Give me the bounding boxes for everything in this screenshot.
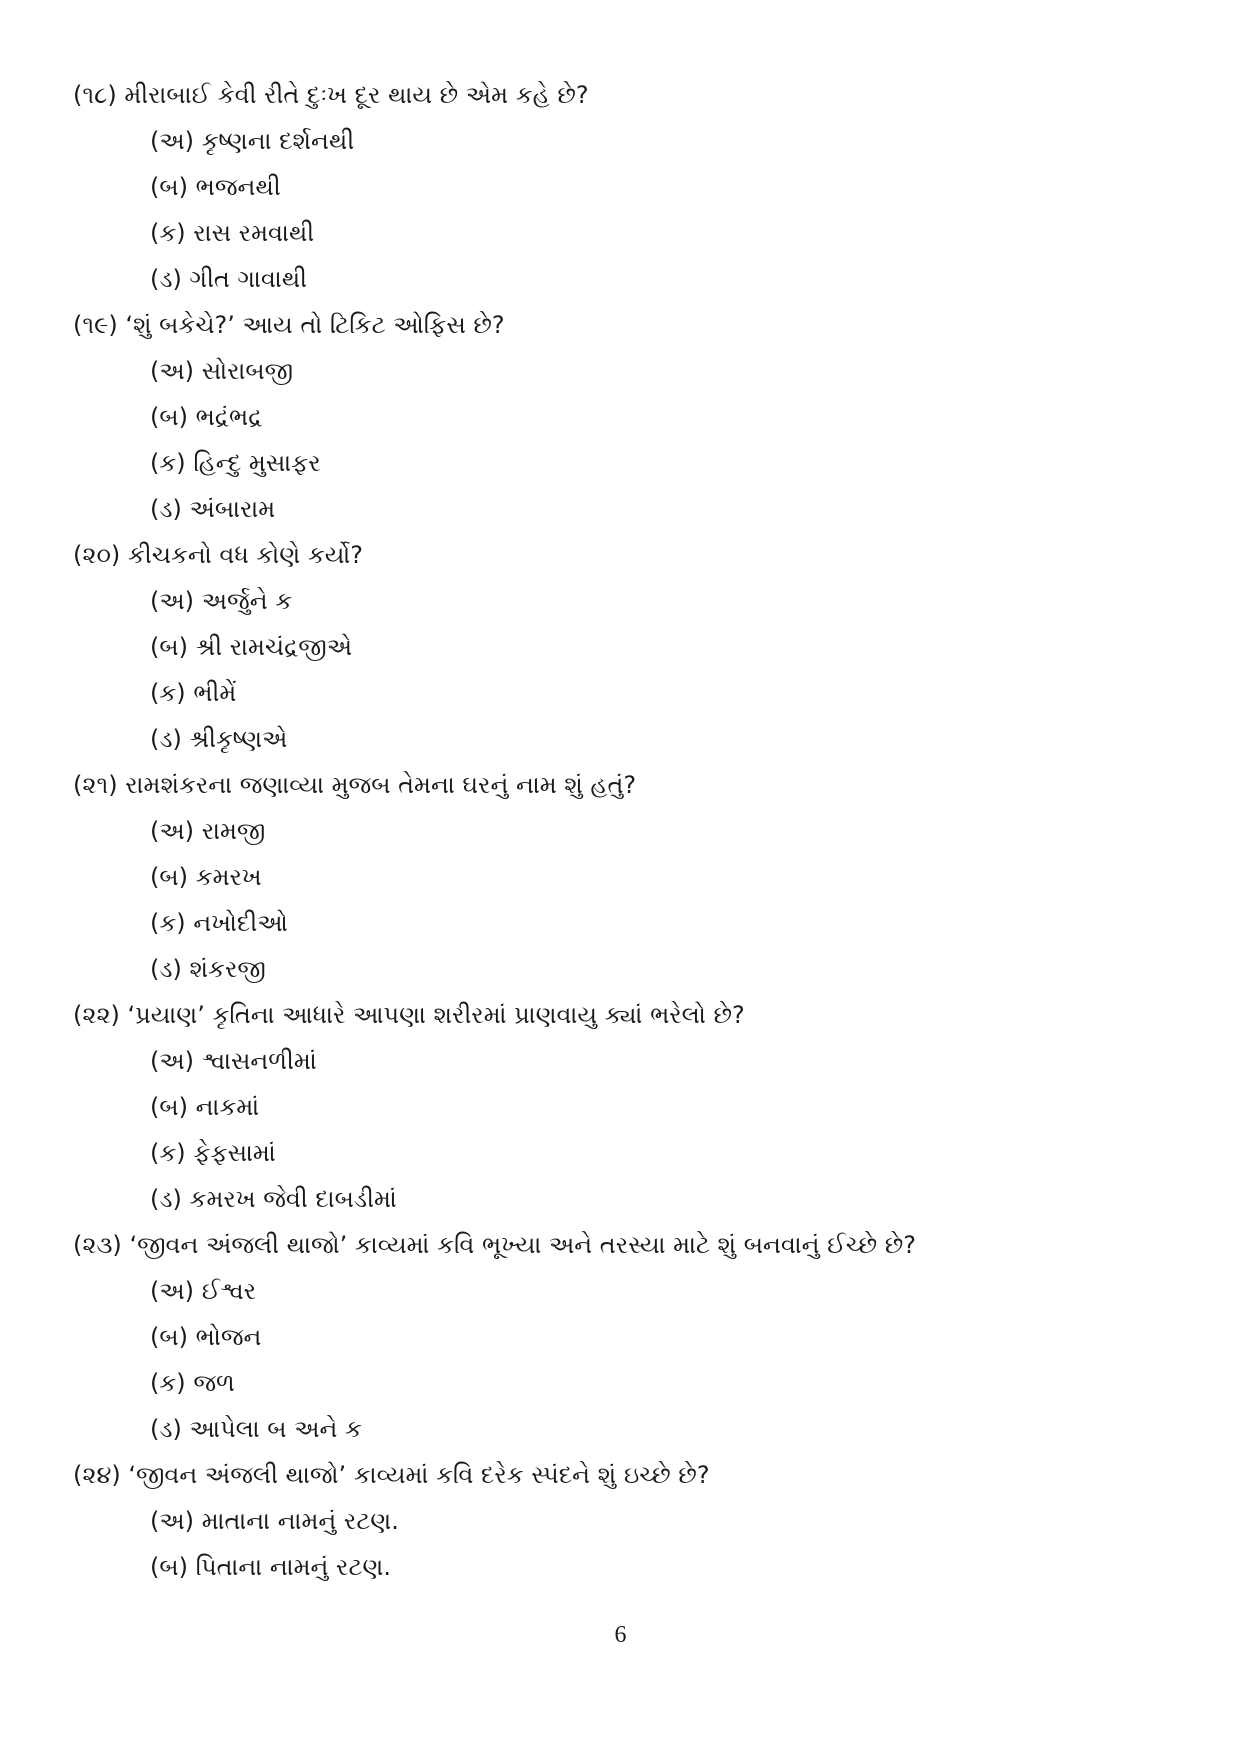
option-key: (ડ)	[150, 955, 182, 983]
option-key: (ક)	[150, 679, 186, 707]
option-b	[73, 1544, 1193, 1590]
option-key: (બ)	[150, 403, 188, 431]
option-key: (ક)	[150, 1369, 186, 1397]
option-text: નાકમાં	[195, 1093, 260, 1121]
option-d	[73, 256, 1193, 302]
option-text: હિન્દુ મુસાફર	[193, 449, 321, 477]
option-key: (બ)	[150, 863, 188, 891]
option-text: પિતાના નામનું રટણ.	[195, 1553, 391, 1581]
question-number: (૧૯)	[73, 311, 118, 339]
option-d	[73, 1176, 1193, 1222]
option-b	[73, 394, 1193, 440]
option-text: શ્રીકૃષ્ણએ	[189, 725, 288, 753]
question-number: (૨૪)	[73, 1461, 121, 1489]
page-number: 6	[614, 1622, 627, 1648]
question-line	[73, 762, 1193, 808]
question-text: મીરાબાઈ કેવી રીતે દુઃખ દૂર થાય છે એમ કહે છે?	[124, 81, 589, 109]
option-a	[73, 1498, 1193, 1544]
option-text: ગીત ગાવાથી	[189, 265, 307, 293]
option-text: નખોદીઓ	[193, 909, 288, 937]
option-k	[73, 210, 1193, 256]
option-key: (બ)	[150, 1553, 188, 1581]
option-k	[73, 440, 1193, 486]
question-line	[73, 302, 1193, 348]
option-text: રાસ રમવાથી	[193, 219, 315, 247]
option-a	[73, 1038, 1193, 1084]
option-key: (અ)	[150, 817, 195, 845]
option-b	[73, 164, 1193, 210]
option-key: (ડ)	[150, 725, 182, 753]
question-19	[73, 302, 1193, 532]
question-number: (૨૨)	[73, 1001, 120, 1029]
question-text: કીચકનો વધ કોણે કર્યો?	[127, 541, 363, 569]
question-line	[73, 1222, 1193, 1268]
option-text: જળ	[193, 1369, 235, 1397]
option-key: (અ)	[150, 1277, 195, 1305]
question-22	[73, 992, 1193, 1222]
question-23	[73, 1222, 1193, 1452]
option-k	[73, 670, 1193, 716]
question-number: (૨૦)	[73, 541, 121, 569]
option-text: આપેલા બ અને ક	[189, 1415, 362, 1443]
question-text: ‘જીવન અંજલી થાજો’ કાવ્યમાં કવિ ભૂખ્યા અને તરસ્યા માટે શું બનવાનું ઈચ્છે છે?	[129, 1231, 917, 1259]
option-b	[73, 624, 1193, 670]
option-text: રામજી	[201, 817, 266, 845]
option-key: (અ)	[150, 357, 195, 385]
option-key: (ક)	[150, 449, 186, 477]
option-text: ભજનથી	[195, 173, 281, 201]
option-key: (ડ)	[150, 265, 182, 293]
option-text: શ્રી રામચંદ્રજીએ	[195, 633, 353, 661]
option-a	[73, 578, 1193, 624]
question-text: ‘પ્રયાણ’ કૃતિના આધારે આપણા શરીરમાં પ્રાણવાયુ ક્યાં ભરેલો છે?	[127, 1001, 745, 1029]
question-line	[73, 532, 1193, 578]
question-line	[73, 992, 1193, 1038]
option-b	[73, 1084, 1193, 1130]
option-text: શંકરજી	[189, 955, 266, 983]
option-text: ભદ્રંભદ્ર	[195, 403, 263, 431]
option-key: (ડ)	[150, 1185, 182, 1213]
option-d	[73, 486, 1193, 532]
question-text: ‘જીવન અંજલી થાજો’ કાવ્યમાં કવિ દરેક સ્પંદને શું ઇચ્છે છે?	[128, 1461, 710, 1489]
option-b	[73, 1314, 1193, 1360]
question-line	[73, 1452, 1193, 1498]
option-k	[73, 1130, 1193, 1176]
option-a	[73, 808, 1193, 854]
question-text: ‘શું બકેચે?’ આય તો ટિકિટ ઓફિસ છે?	[125, 311, 505, 339]
option-key: (બ)	[150, 1323, 188, 1351]
option-a	[73, 1268, 1193, 1314]
option-text: કમરખ જેવી દાબડીમાં	[189, 1185, 397, 1213]
option-text: કમરખ	[195, 863, 262, 891]
option-d	[73, 946, 1193, 992]
option-key: (બ)	[150, 633, 188, 661]
option-a	[73, 118, 1193, 164]
option-text: ઈશ્વર	[201, 1277, 257, 1305]
option-text: અર્જુને ક	[201, 587, 293, 615]
question-number: (૨૧)	[73, 771, 118, 799]
question-18	[73, 72, 1193, 302]
question-21	[73, 762, 1193, 992]
question-list	[73, 72, 1193, 1590]
option-text: ફેફસામાં	[193, 1139, 276, 1167]
option-key: (અ)	[150, 127, 195, 155]
option-d	[73, 716, 1193, 762]
option-text: અંબારામ	[189, 495, 276, 523]
option-text: સોરાબજી	[201, 357, 294, 385]
option-key: (અ)	[150, 1047, 195, 1075]
option-text: કૃષ્ણના દર્શનથી	[201, 127, 355, 155]
option-key: (ક)	[150, 219, 186, 247]
option-a	[73, 348, 1193, 394]
option-text: ભોજન	[195, 1323, 262, 1351]
option-key: (ડ)	[150, 495, 182, 523]
question-24	[73, 1452, 1193, 1590]
option-k	[73, 1360, 1193, 1406]
option-b	[73, 854, 1193, 900]
option-key: (ક)	[150, 909, 186, 937]
option-d	[73, 1406, 1193, 1452]
option-k	[73, 900, 1193, 946]
question-number: (૨૩)	[73, 1231, 122, 1259]
option-key: (બ)	[150, 173, 188, 201]
option-text: ભીમેં	[193, 679, 237, 707]
option-key: (બ)	[150, 1093, 188, 1121]
option-text: માતાના નામનું રટણ.	[201, 1507, 399, 1535]
question-line	[73, 72, 1193, 118]
question-number: (૧૮)	[73, 81, 117, 109]
option-key: (ડ)	[150, 1415, 182, 1443]
question-20	[73, 532, 1193, 762]
option-key: (ક)	[150, 1139, 186, 1167]
option-key: (અ)	[150, 587, 195, 615]
option-key: (અ)	[150, 1507, 195, 1535]
question-text: રામશંકરના જણાવ્યા મુજબ તેમના ઘરનું નામ શું હતું?	[125, 771, 637, 799]
option-text: શ્વાસનળીમાં	[201, 1047, 317, 1075]
